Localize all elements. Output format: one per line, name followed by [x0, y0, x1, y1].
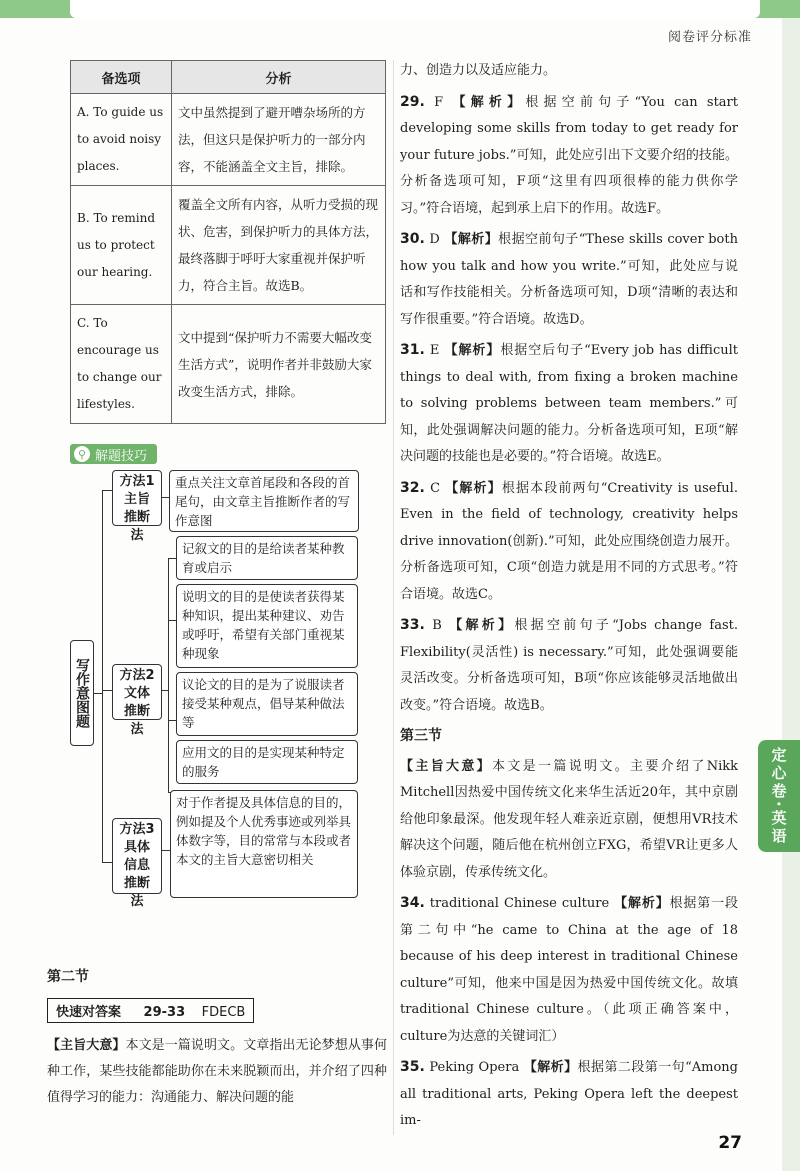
magnifier-icon: ⚲ [74, 446, 90, 462]
question-number: 29. [400, 93, 425, 110]
side-tab[interactable]: 定心卷·英语 [758, 740, 800, 852]
question-number: 31. [400, 342, 425, 358]
method3-title: 方法3具体信息推断法 [112, 818, 162, 894]
analysis-tag: 【解析】 [452, 94, 526, 110]
table-row [71, 305, 386, 424]
analysis-tag: 【解析】 [449, 618, 515, 633]
analysis-text: 根据空前句子“These skills cover both how you talk and how you write.”可知，此处应与说话和写作技能相关。分析备选项可知，D项“清晰的表达和写作很重要。”符合语境。故选D。 [400, 232, 738, 327]
table-header-analysis: 分析 [172, 61, 386, 94]
left-column [70, 60, 386, 908]
tip-badge [70, 444, 157, 464]
answer-letter: E [429, 343, 440, 358]
answer-letter: C [430, 480, 441, 496]
section3-summary [400, 754, 738, 887]
continuation-text: 力、创造力以及适应能力。 [400, 63, 557, 78]
options-table [70, 60, 386, 424]
question-number: 30. [400, 231, 425, 247]
quick-answer-box [47, 998, 254, 1023]
question-number: 35. [400, 1059, 425, 1075]
method3-text: 对于作者提及具体信息的目的，例如提及个人优秀事迹或列举具体数字等，目的常常与本段或者本文的主旨大意密切相关 [170, 790, 358, 898]
analysis-cell: 文中虽然提到了避开嘈杂场所的方法，但这只是保护听力的一部分内容，不能涵盖全文主旨，排除。 [172, 94, 386, 186]
answer-item [400, 337, 738, 471]
method1-title: 方法1主旨推断法 [112, 470, 162, 526]
table-header-option: 备选项 [71, 61, 172, 94]
option-cell: C. To encourage us to change our lifestyles. [71, 305, 172, 424]
analysis-cell: 覆盖全文所有内容，从听力受损的现状、危害，到保护听力的具体方法，最终落脚于呼吁大家重视并保护听力，符合主旨。故选B。 [172, 186, 386, 305]
answer-item [400, 475, 738, 609]
summary-tag: 【主旨大意】 [400, 758, 493, 774]
connector [168, 558, 176, 559]
option-cell: B. To remind us to protect our hearing. [71, 186, 172, 305]
method2-item: 应用文的目的是实现某种特定的服务 [176, 740, 358, 784]
table-header-row [71, 61, 386, 94]
answer-item [400, 226, 738, 333]
answer-text: traditional Chinese culture [429, 896, 610, 911]
answer-letter: F [434, 94, 444, 110]
header-title: 阅卷评分标准 [667, 30, 752, 45]
right-column [400, 58, 738, 1139]
connector [168, 720, 176, 721]
connector [168, 620, 176, 621]
connector [94, 693, 102, 694]
method2-title: 方法2文体推断法 [112, 664, 162, 720]
mindmap-root: 写作意图题 [70, 640, 94, 746]
connector [102, 490, 112, 491]
connector [102, 690, 112, 691]
method2-item: 说明文的目的是使读者获得某种知识，提出某种建议、劝告或呼吁，希望有关部门重视某种现象 [176, 584, 358, 668]
analysis-cell: 文中提到“保护听力不需要大幅改变生活方式”，说明作者并非鼓励大家改变生活方式，排除。 [172, 305, 386, 424]
connector [102, 862, 112, 863]
analysis-tag: 【解析】 [444, 343, 501, 358]
summary-text: 本文是一篇说明文。文章指出无论梦想从事何种工作，某些技能都能助你在未来脱颖而出，并介绍了四种值得学习的能力：沟通能力、解决问题的能 [47, 1038, 387, 1105]
connector [162, 850, 170, 851]
answer-text: Peking Opera [429, 1060, 520, 1075]
analysis-text: 根据本段前两句“Creativity is useful. Even in the field of technology, creativity helps drive innovation(创新).”可知，此处应围绕创造力展开。分析备选项可知，C项“创造力就是用不同的方式思考。”符合语境。故选C。 [400, 480, 738, 602]
section3-title: 第三节 [400, 728, 442, 744]
analysis-text: 根据空后句子“Every job has difficult things to deal with, from fixing a broken machine to solving problems between team members.”可知，此处强调解决问题的能力。分析备选项可知，E项“解决问题的技能也是必要的。”符合语境。故选E。 [400, 343, 738, 464]
tip-label: 解题技巧 [95, 448, 148, 464]
section2 [47, 966, 387, 1111]
method1-text: 重点关注文章首尾段和各段的首尾句，由文章主旨推断作者的写作意图 [169, 470, 359, 532]
right-edge-strip [782, 18, 800, 1171]
answer-item [400, 890, 738, 1050]
table-row [71, 94, 386, 186]
answer-letter: D [429, 232, 440, 247]
page-number: 27 [718, 1133, 742, 1153]
answer-item [400, 612, 738, 719]
answer-letter: B [432, 618, 442, 633]
analysis-tag: 【解析】 [614, 896, 670, 911]
connector [162, 497, 169, 498]
quick-range: 29-33 [143, 1005, 186, 1020]
analysis-text: 根据第一段第二句中“he came to China at the age of 18 because of his deep interest in traditional Chinese culture”可知，他来中国是因为热爱中国传统文化。故填traditional Chinese culture。（此项正确答案中，culture为达意的关键词汇） [400, 896, 738, 1044]
quick-label: 快速对答案 [56, 1005, 122, 1020]
option-cell: A. To guide us to avoid noisy places. [71, 94, 172, 186]
question-number: 33. [400, 617, 425, 633]
section2-title: 第二节 [47, 969, 89, 985]
section2-summary [47, 1033, 387, 1111]
top-bar-inner [70, 0, 760, 18]
analysis-text: 根据空前句子“Jobs change fast. Flexibility(灵活性) is necessary.”可知，此处强调要能灵活改变。分析备选项可知，B项“你应该能够灵活地做出改变。”符合语境。故选B。 [400, 618, 738, 713]
summary-text: 本文是一篇说明文。主要介绍了Nikk Mitchell因热爱中国传统文化来华生活近20年，其中京剧给他印象最深。他发现年轻人难亲近京剧，便想用VR技术解决这个问题，随后他在杭州创立FXG，希望VR让更多人体验京剧，传承传统文化。 [400, 758, 738, 880]
mindmap [70, 470, 386, 908]
answer-item [400, 89, 738, 223]
connector [168, 558, 169, 792]
column-divider [393, 60, 394, 1135]
question-number: 32. [400, 479, 425, 496]
analysis-tag: 【解析】 [523, 1060, 578, 1075]
quick-answers: FDECB [201, 1005, 246, 1020]
analysis-tag: 【解析】 [445, 480, 502, 496]
question-number: 34. [400, 895, 425, 911]
method2-item: 记叙文的目的是给读者某种教育或启示 [176, 536, 358, 580]
analysis-tag: 【解析】 [444, 232, 499, 247]
connector [102, 490, 103, 862]
answer-item [400, 1054, 738, 1135]
summary-tag: 【主旨大意】 [47, 1038, 126, 1053]
analysis-text: 根据空前句子“You can start developing some skills from today to get ready for your future jobs.”可知，此处应引出下文要介绍的技能。分析备选项可知，F项“这里有四项很棒的能力供你学习。”符合语境，起到承上启下的作用。故选F。 [400, 94, 738, 216]
analysis-text: 根据第二段第一句“Among all traditional arts, Peking Opera left the deepest im- [400, 1060, 738, 1128]
table-row [71, 186, 386, 305]
method2-item: 议论文的目的是为了说服读者接受某种观点，倡导某种做法等 [176, 672, 358, 736]
